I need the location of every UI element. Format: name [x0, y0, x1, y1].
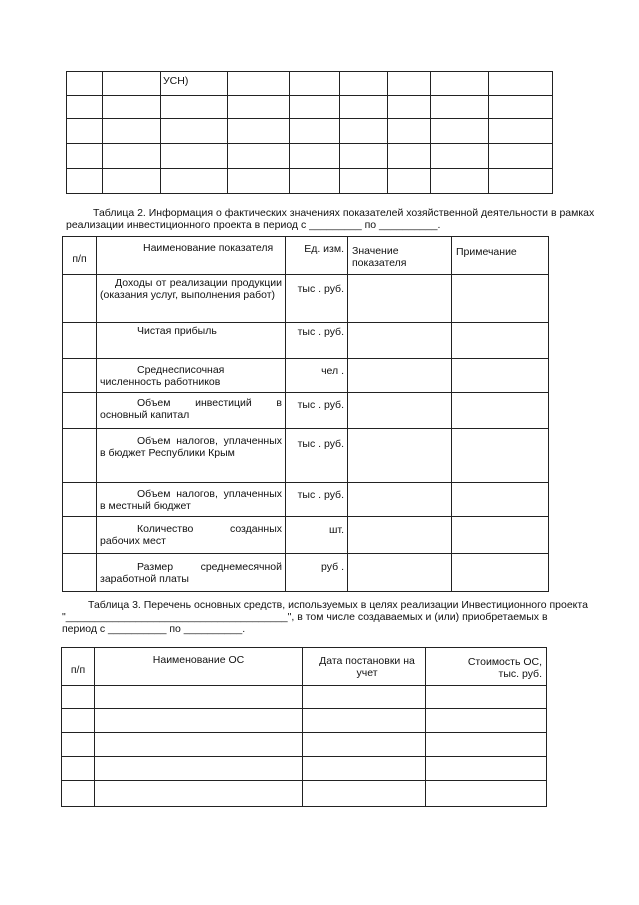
indicator-value-cell[interactable]: [348, 517, 452, 554]
indicator-value-cell[interactable]: [348, 429, 452, 483]
table-row: [63, 483, 549, 517]
table-3-caption-line-3: период с __________ по __________.: [62, 623, 246, 635]
indicator-note-cell[interactable]: [452, 393, 549, 429]
indicator-unit: тыс . руб.: [286, 429, 348, 483]
table-header-row: [63, 237, 549, 275]
table-3-caption-line-1: Таблица 3. Перечень основных средств, используемых в целях реализации Инвестиционного проекта: [88, 599, 588, 611]
indicator-note-cell[interactable]: [452, 275, 549, 323]
indicator-name: Размер среднемесячной заработной платы: [97, 554, 286, 592]
indicator-value-cell[interactable]: [348, 554, 452, 592]
table-2-caption-line-2: реализации инвестиционного проекта в период с _________ по __________.: [66, 219, 441, 231]
table-2-caption-line-1: Таблица 2. Информация о фактических значениях показателей хозяйственной деятельности в рамках: [93, 207, 595, 219]
table-row: [62, 733, 547, 757]
indicator-value-cell[interactable]: [348, 323, 452, 359]
indicator-name: Объем налогов, уплаченных в бюджет Республики Крым: [97, 429, 286, 483]
table-row: [67, 169, 553, 194]
indicator-unit: руб .: [286, 554, 348, 592]
indicator-note-cell[interactable]: [452, 483, 549, 517]
table-row: [67, 96, 553, 119]
indicator-note-cell[interactable]: [452, 554, 549, 592]
table-row: [62, 757, 547, 781]
table-row: [63, 275, 549, 323]
col-header-value: Значение показателя: [348, 237, 452, 275]
col-header-note: Примечание: [452, 237, 549, 275]
col-header-cost: Стоимость ОС, тыс. руб.: [426, 648, 547, 686]
table-row: [63, 554, 549, 592]
indicator-value-cell[interactable]: [348, 483, 452, 517]
table-1-fragment: [66, 71, 553, 194]
indicator-value-cell[interactable]: [348, 275, 452, 323]
indicator-note-cell[interactable]: [452, 517, 549, 554]
table-row: [67, 119, 553, 144]
indicator-unit: тыс . руб.: [286, 275, 348, 323]
table-3-caption-line-2: "______________________________________", в том числе создаваемых и (или) приобретаемых в: [62, 611, 548, 623]
indicator-value-cell[interactable]: [348, 393, 452, 429]
indicator-unit: тыс . руб.: [286, 393, 348, 429]
table-row: [63, 517, 549, 554]
table-row: [67, 72, 553, 96]
table-2-indicators: [62, 236, 549, 592]
indicator-note-cell[interactable]: [452, 359, 549, 393]
indicator-name: Среднесписочная численность работников: [97, 359, 286, 393]
table-3-fixed-assets: [61, 647, 547, 807]
col-header-name: Наименование ОС: [95, 648, 303, 686]
col-header-num: п/п: [62, 648, 95, 686]
indicator-name: Объем налогов, уплаченных в местный бюджет: [97, 483, 286, 517]
indicator-unit: тыс . руб.: [286, 483, 348, 517]
indicator-value-cell[interactable]: [348, 359, 452, 393]
indicator-note-cell[interactable]: [452, 323, 549, 359]
indicator-name: Количество созданных рабочих мест: [97, 517, 286, 554]
table-row: [62, 709, 547, 733]
table1-fragment-cell: УСН): [161, 72, 228, 96]
table-row: [62, 781, 547, 807]
indicator-unit: тыс . руб.: [286, 323, 348, 359]
indicator-name: Объем инвестиций в основный капитал: [97, 393, 286, 429]
table-row: [63, 359, 549, 393]
col-header-date: Дата постановки на учет: [303, 648, 426, 686]
col-header-unit: Ед. изм.: [286, 237, 348, 275]
table-row: [63, 429, 549, 483]
indicator-name: Доходы от реализации продукции (оказания услуг, выполнения работ): [97, 275, 286, 323]
table-row: [62, 686, 547, 709]
table-header-row: [62, 648, 547, 686]
table-row: [67, 144, 553, 169]
indicator-note-cell[interactable]: [452, 429, 549, 483]
indicator-unit: чел .: [286, 359, 348, 393]
table-row: [63, 393, 549, 429]
col-header-name: Наименование показателя: [97, 237, 286, 275]
indicator-name: Чистая прибыль: [97, 323, 286, 359]
indicator-unit: шт.: [286, 517, 348, 554]
table-row: [63, 323, 549, 359]
col-header-num: п/п: [63, 237, 97, 275]
